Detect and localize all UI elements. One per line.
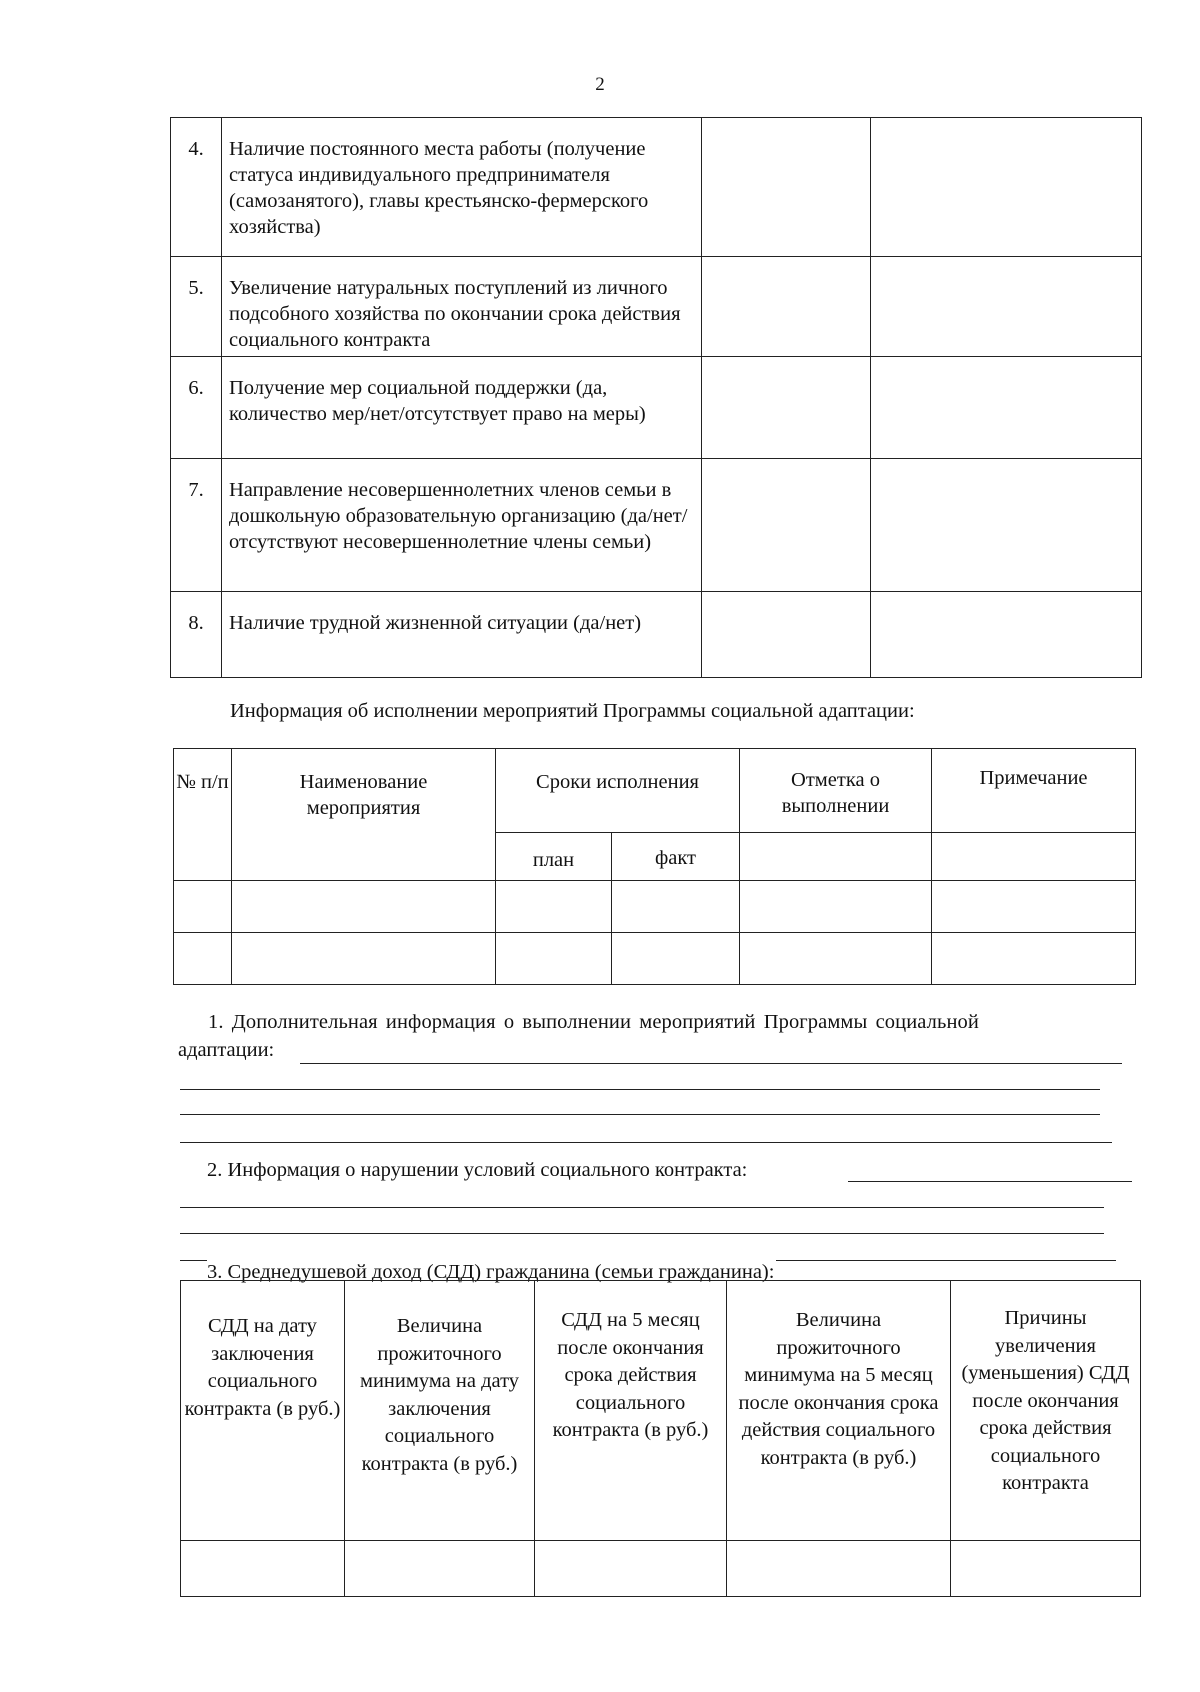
row-text: Наличие постоянного места работы (получение статуса индивидуального предпринимателя (самозанятого), главы крестьянско-фермерского хозяйства) bbox=[222, 118, 702, 257]
col-header-fact: факт bbox=[612, 833, 740, 881]
blank-cell bbox=[345, 1541, 535, 1597]
table-row bbox=[171, 257, 1142, 357]
blank-cell bbox=[181, 1541, 345, 1597]
blank-cell bbox=[174, 933, 232, 985]
row-number: 6. bbox=[171, 357, 222, 459]
blank-cell bbox=[535, 1541, 727, 1597]
blank-cell bbox=[612, 881, 740, 933]
col-header-plan: план bbox=[496, 833, 612, 881]
row-text: Направление несовершеннолетних членов семьи в дошкольную образовательную организацию (да/нет/отсутствуют несовершеннолетние члены семьи) bbox=[222, 459, 702, 592]
blank-cell bbox=[871, 459, 1142, 592]
table-row bbox=[171, 357, 1142, 459]
item1-text: 1. Дополнительная информация о выполнении мероприятий Программы социальной bbox=[208, 1011, 979, 1033]
col-header-reasons: Причины увеличения (уменьшения) СДД после окончания срока действия социального контракта bbox=[951, 1281, 1141, 1541]
item2-text: 2. Информация о нарушении условий социального контракта: bbox=[207, 1159, 748, 1181]
blank-cell bbox=[740, 881, 932, 933]
row-number: 8. bbox=[171, 592, 222, 678]
fill-line[interactable] bbox=[300, 1063, 1122, 1064]
col-header-minimum-5-month: Величина прожиточного минимума на 5 месяц после окончания срока действия социального контракта (в руб.) bbox=[727, 1281, 951, 1541]
item1-continuation: адаптации: bbox=[178, 1039, 275, 1061]
table-row bbox=[171, 459, 1142, 592]
item3-text: 3. Среднедушевой доход (СДД) гражданина (семьи гражданина): bbox=[207, 1261, 775, 1283]
blank-cell bbox=[612, 933, 740, 985]
blank-cell bbox=[727, 1541, 951, 1597]
blank-cell bbox=[740, 833, 932, 881]
table-row bbox=[181, 1541, 1141, 1597]
blank-cell bbox=[174, 881, 232, 933]
row-text: Наличие трудной жизненной ситуации (да/нет) bbox=[222, 592, 702, 678]
row-number: 4. bbox=[171, 118, 222, 257]
blank-cell bbox=[871, 118, 1142, 257]
col-header-mark: Отметка о выполнении bbox=[740, 749, 932, 833]
activities-table bbox=[173, 748, 1136, 985]
fill-line[interactable] bbox=[180, 1089, 1100, 1090]
blank-cell bbox=[232, 881, 496, 933]
blank-cell bbox=[232, 933, 496, 985]
row-text: Получение мер социальной поддержки (да, количество мер/нет/отсутствует право на меры) bbox=[222, 357, 702, 459]
blank-cell bbox=[871, 257, 1142, 357]
blank-cell bbox=[932, 881, 1136, 933]
blank-cell bbox=[951, 1541, 1141, 1597]
blank-cell bbox=[496, 881, 612, 933]
row-text: Увеличение натуральных поступлений из личного подсобного хозяйства по окончании срока действия социального контракта bbox=[222, 257, 702, 357]
col-header-name: Наименование мероприятия bbox=[232, 749, 496, 881]
table-row bbox=[171, 592, 1142, 678]
blank-cell bbox=[702, 118, 871, 257]
blank-cell bbox=[871, 592, 1142, 678]
blank-cell bbox=[871, 357, 1142, 459]
blank-cell bbox=[702, 357, 871, 459]
table-row bbox=[171, 118, 1142, 257]
col-header-sdd-5-month: СДД на 5 месяц после окончания срока действия социального контракта (в руб.) bbox=[535, 1281, 727, 1541]
col-header-sdd-start: СДД на дату заключения социального контракта (в руб.) bbox=[181, 1281, 345, 1541]
col-header-note: Примечание bbox=[932, 749, 1136, 833]
blank-cell bbox=[702, 257, 871, 357]
fill-line[interactable] bbox=[180, 1114, 1100, 1115]
col-header-minimum-start: Величина прожиточного минимума на дату заключения социального контракта (в руб.) bbox=[345, 1281, 535, 1541]
fill-line[interactable] bbox=[180, 1233, 1104, 1234]
blank-cell bbox=[740, 933, 932, 985]
blank-cell bbox=[496, 933, 612, 985]
fill-line[interactable] bbox=[180, 1142, 1112, 1143]
blank-cell bbox=[932, 833, 1136, 881]
fill-line[interactable] bbox=[848, 1181, 1132, 1182]
col-header-num: № п/п bbox=[174, 749, 232, 881]
table-row bbox=[174, 881, 1136, 933]
row-number: 7. bbox=[171, 459, 222, 592]
row-number: 5. bbox=[171, 257, 222, 357]
section-heading: Информация об исполнении мероприятий Программы социальной адаптации: bbox=[230, 700, 915, 722]
table-row bbox=[174, 933, 1136, 985]
fill-line[interactable] bbox=[180, 1207, 1104, 1208]
col-header-terms: Сроки исполнения bbox=[496, 749, 740, 833]
blank-cell bbox=[702, 592, 871, 678]
blank-cell bbox=[702, 459, 871, 592]
blank-cell bbox=[932, 933, 1136, 985]
page-number: 2 bbox=[595, 74, 605, 95]
indicators-table bbox=[170, 117, 1142, 678]
income-table bbox=[180, 1280, 1141, 1597]
